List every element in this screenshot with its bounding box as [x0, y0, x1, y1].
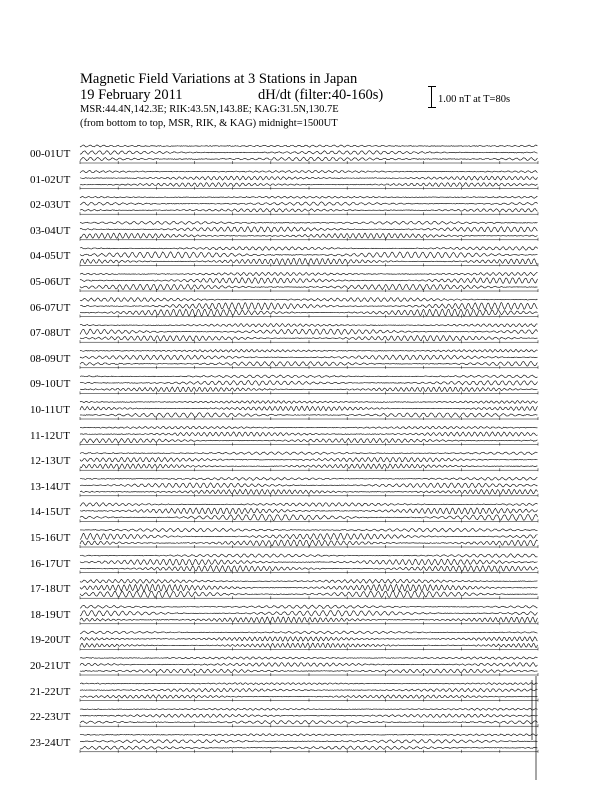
trace-line	[80, 721, 538, 724]
hour-label: 00-01UT	[30, 148, 71, 160]
hour-label: 07-08UT	[30, 327, 71, 340]
trace-line	[80, 734, 538, 736]
trace-line	[80, 438, 538, 442]
chart-title: Magnetic Field Variations at 3 Stations in Japan	[80, 71, 358, 87]
trace-line	[80, 247, 538, 251]
trace-line	[80, 483, 538, 488]
trace-line	[80, 610, 538, 616]
trace-line	[80, 145, 538, 147]
hour-label: 23-24UT	[30, 736, 71, 749]
hour-label: 09-10UT	[30, 378, 71, 391]
trace-line	[80, 336, 538, 341]
hour-label: 02-03UT	[30, 199, 71, 212]
trace-line	[80, 221, 538, 224]
hour-label: 17-18UT	[30, 583, 71, 596]
trace-line	[80, 157, 538, 161]
hour-label: 22-23UT	[30, 711, 71, 724]
hour-label: 21-22UT	[30, 685, 71, 698]
trace-line	[80, 695, 538, 698]
trace-line	[80, 669, 538, 673]
trace-line	[80, 579, 538, 583]
trace-line	[80, 183, 538, 187]
trace-line	[80, 151, 538, 155]
station-order-note: (from bottom to top, MSR, RIK, & KAG) midnight=1500UT	[80, 118, 338, 129]
trace-line	[80, 746, 538, 749]
trace-line	[80, 663, 538, 667]
trace-line	[80, 252, 538, 258]
hour-label: 01-02UT	[30, 173, 71, 186]
hour-label: 15-16UT	[30, 532, 71, 544]
trace-line	[80, 233, 538, 238]
trace-line	[80, 637, 538, 642]
trace-line	[80, 740, 538, 744]
trace-line	[80, 381, 538, 386]
trace-line	[80, 272, 538, 275]
hour-label: 04-05UT	[30, 250, 71, 263]
hour-label: 18-19UT	[30, 608, 71, 621]
trace-line	[80, 202, 538, 205]
trace-line	[80, 631, 538, 634]
hour-label: 08-09UT	[30, 352, 71, 365]
trace-line	[80, 708, 538, 710]
trace-line	[80, 209, 538, 212]
trace-line	[80, 503, 538, 507]
trace-line	[80, 227, 538, 232]
trace-line	[80, 452, 538, 455]
hour-label: 11-12UT	[30, 429, 70, 442]
trace-line	[80, 554, 538, 558]
hour-label: 16-17UT	[30, 557, 71, 570]
trace-line	[80, 387, 538, 392]
trace-line	[80, 375, 538, 378]
trace-line	[80, 324, 538, 327]
hour-label: 12-13UT	[30, 455, 71, 468]
hour-label: 20-21UT	[30, 660, 71, 672]
trace-line	[80, 559, 538, 565]
trace-line	[80, 617, 538, 623]
trace-line	[80, 278, 538, 284]
trace-line	[80, 714, 538, 717]
trace-line	[80, 426, 538, 429]
chart-date: 19 February 2011	[80, 87, 183, 103]
hour-label: 10-11UT	[30, 404, 70, 416]
trace-line	[80, 349, 538, 352]
hour-label: 06-07UT	[30, 301, 71, 314]
trace-line	[80, 605, 538, 608]
trace-line	[80, 683, 538, 685]
hour-label: 13-14UT	[30, 480, 71, 493]
trace-line	[80, 508, 538, 514]
trace-line	[80, 584, 538, 591]
trace-line	[80, 406, 538, 411]
trace-line	[80, 688, 538, 691]
trace-line	[80, 176, 538, 180]
trace-line	[80, 170, 538, 172]
hour-label: 14-15UT	[30, 506, 71, 519]
trace-line	[80, 457, 538, 462]
trace-line	[80, 464, 538, 469]
hour-label: 19-20UT	[30, 634, 71, 647]
trace-line	[80, 361, 538, 366]
hour-label: 05-06UT	[30, 276, 71, 288]
trace-line	[80, 413, 538, 418]
trace-line	[80, 196, 538, 198]
hour-label: 03-04UT	[30, 224, 71, 237]
trace-line	[80, 432, 538, 436]
trace-line	[80, 298, 538, 302]
trace-line	[80, 355, 538, 360]
trace-line	[80, 401, 538, 404]
measure-label: dH/dt (filter:40-160s)	[258, 87, 384, 103]
station-coordinates: MSR:44.4N,142.3E; RIK:43.5N,143.8E; KAG:31.5N,130.7E	[80, 104, 339, 115]
trace-line	[80, 303, 538, 310]
trace-line	[80, 657, 538, 659]
trace-line	[80, 477, 538, 480]
trace-line	[80, 528, 538, 532]
trace-line	[80, 329, 538, 334]
scale-label: 1.00 nT at T=80s	[438, 94, 511, 105]
trace-line	[80, 533, 538, 539]
trace-line	[80, 489, 538, 494]
trace-line	[80, 643, 538, 647]
